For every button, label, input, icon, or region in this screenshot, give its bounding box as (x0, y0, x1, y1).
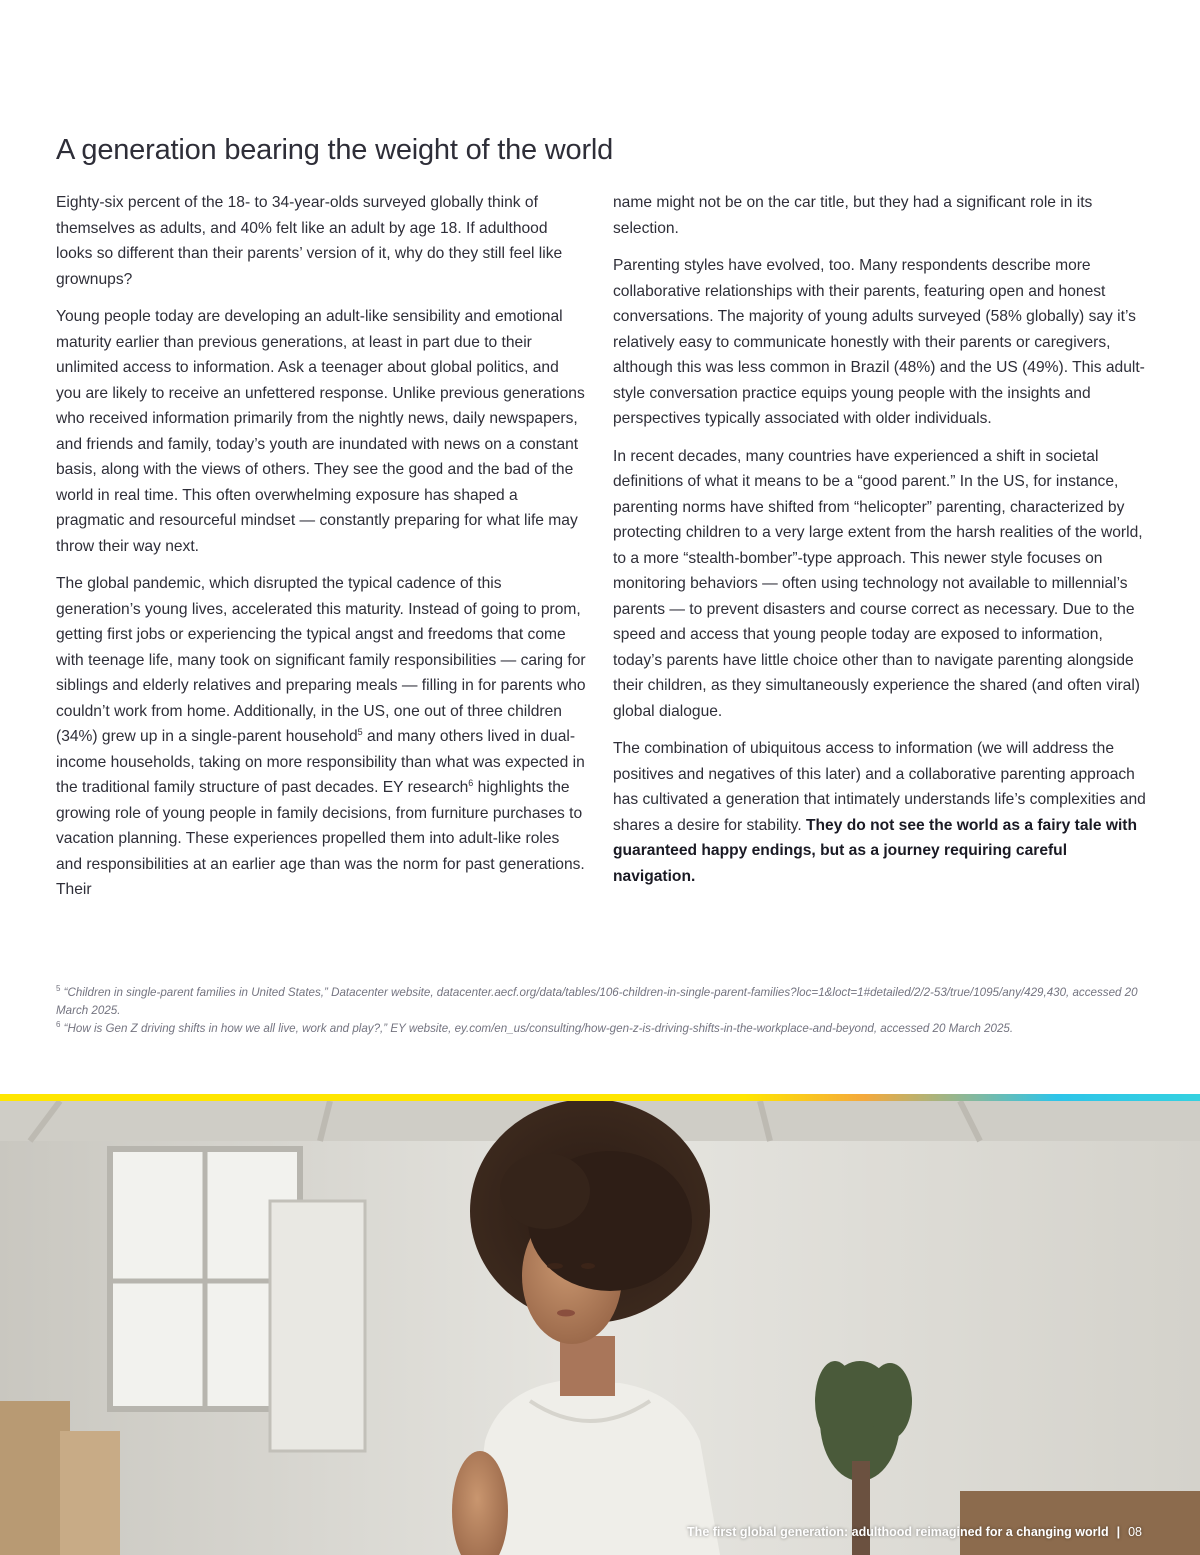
footnotes (56, 984, 1146, 1038)
left-paragraph-3-part-c: highlights the growing role of young people in family decisions, from furniture purchases to vacation planning. These experiences propelled them into adult-like roles and responsibilities at an earlier age than was the norm for past generations. Their (56, 779, 585, 898)
left-paragraph-2: Young people today are developing an adult-like sensibility and emotional maturity earlier than previous generations, at least in part due to their unlimited access to information. Ask a teenager about global politics, and you are likely to receive an unfettered response. Unlike previous generations who received information primarily from the nightly news, daily newspapers, and friends and family, today’s youth are inundated with news on a constant basis, along with the views of others. They see the good and the bad of the world in real time. This often overwhelming exposure has shaped a pragmatic and resourceful mindset — constantly preparing for what life may throw their way next. (56, 308, 585, 555)
right-paragraph-4-bold: They do not see the world as a fairy tale with guaranteed happy endings, but as a journey requiring careful navigation. (613, 816, 1138, 885)
page-number: 08 (1128, 1525, 1142, 1539)
footnote-ref-6[interactable]: 6 (468, 777, 474, 788)
right-paragraph-3: In recent decades, many countries have experienced a shift in societal definitions of what it means to be a “good parent.” In the US, for instance, parenting norms have shifted from “helicopter” parenting, characterized by protecting children to a very large extent from the harsh realities of the world, to a more “stealth-bomber”-type approach. This newer style focuses on monitoring behaviors — often using technology not available to millennial’s parents — to prevent disasters and course correct as necessary. Due to the speed and access that young people today are exposed to information, today’s parents have little choice other than to navigate parenting alongside their children, as they simultaneously experience the shared (and often viral) global dialogue. (613, 447, 1143, 720)
footnote-5-text[interactable]: “Children in single-parent families in United States,” Datacenter website, datacenter.aecf.org/data/tables/106-children-in-single-parent-families?loc=1&loct=1#detailed/2/2-53/true/1095/any/429,430, accessed 20 March 2025. (56, 986, 1138, 1017)
footnote-5-mark: 5 (56, 984, 61, 994)
footnote-6-text[interactable]: “How is Gen Z driving shifts in how we all live, work and play?,” EY website, ey.com/en_us/consulting/how-gen-z-is-driving-shifts-in-the-workplace-and-beyond, accessed 20 March 2025. (60, 1022, 1014, 1035)
right-paragraph-1: name might not be on the car title, but they had a significant role in its selection. (613, 194, 1093, 237)
footer-title: The first global generation: adulthood reimagined for a changing world (687, 1525, 1109, 1539)
woman-portrait-photo (0, 1101, 1200, 1555)
left-paragraph-3-part-b: and many others lived in dual-income households, taking on more responsibility than what was expected in the traditional family structure of past decades. EY research (56, 728, 585, 796)
left-paragraph-3-part-a: The global pandemic, which disrupted the typical cadence of this generation’s young lives, accelerated this maturity. Instead of going to prom, getting first jobs or experiencing the typical angst and freedoms that come with teenage life, many took on significant family responsibilities — caring for siblings and elderly relatives and preparing meals — filling in for parents who couldn’t work from home. Additionally, in the US, one out of three children (34%) grew up in a single-parent household (56, 575, 586, 745)
footnote-ref-5[interactable]: 5 (357, 726, 363, 737)
page-title: A generation bearing the weight of the world (56, 134, 614, 166)
accent-gradient-bar (0, 1094, 1200, 1101)
footnote-6-mark: 6 (56, 1020, 61, 1030)
left-column (56, 190, 588, 915)
right-paragraph-2: Parenting styles have evolved, too. Many respondents describe more collaborative relationships with their parents, featuring open and honest conversations. The majority of young adults surveyed (58% globally) say it’s relatively easy to communicate honestly with their parents or caregivers, although this was less common in Brazil (48%) and the US (49%). This adult-style conversation practice equips young people with the insights and perspectives typically associated with older individuals. (613, 257, 1145, 427)
footnote-6 (56, 1020, 1146, 1038)
left-paragraph-1: Eighty-six percent of the 18- to 34-year-olds surveyed globally think of themselves as adults, and 40% felt like an adult by age 18. If adulthood looks so different than their parents’ version of it, why do they still feel like grownups? (56, 194, 563, 288)
right-paragraph-4-text: The combination of ubiquitous access to information (we will address the positives and negatives of this later) and a collaborative parenting approach has cultivated a generation that intimately understands life’s complexities and shares a desire for stability. (613, 740, 1146, 834)
photo-illustration (0, 1101, 1200, 1555)
right-column (613, 190, 1147, 901)
footnote-5 (56, 984, 1146, 1020)
right-paragraph-4 (613, 736, 1147, 889)
footer-caption (687, 1525, 1142, 1539)
left-paragraph-3 (56, 571, 588, 903)
footer-separator: | (1116, 1525, 1121, 1539)
